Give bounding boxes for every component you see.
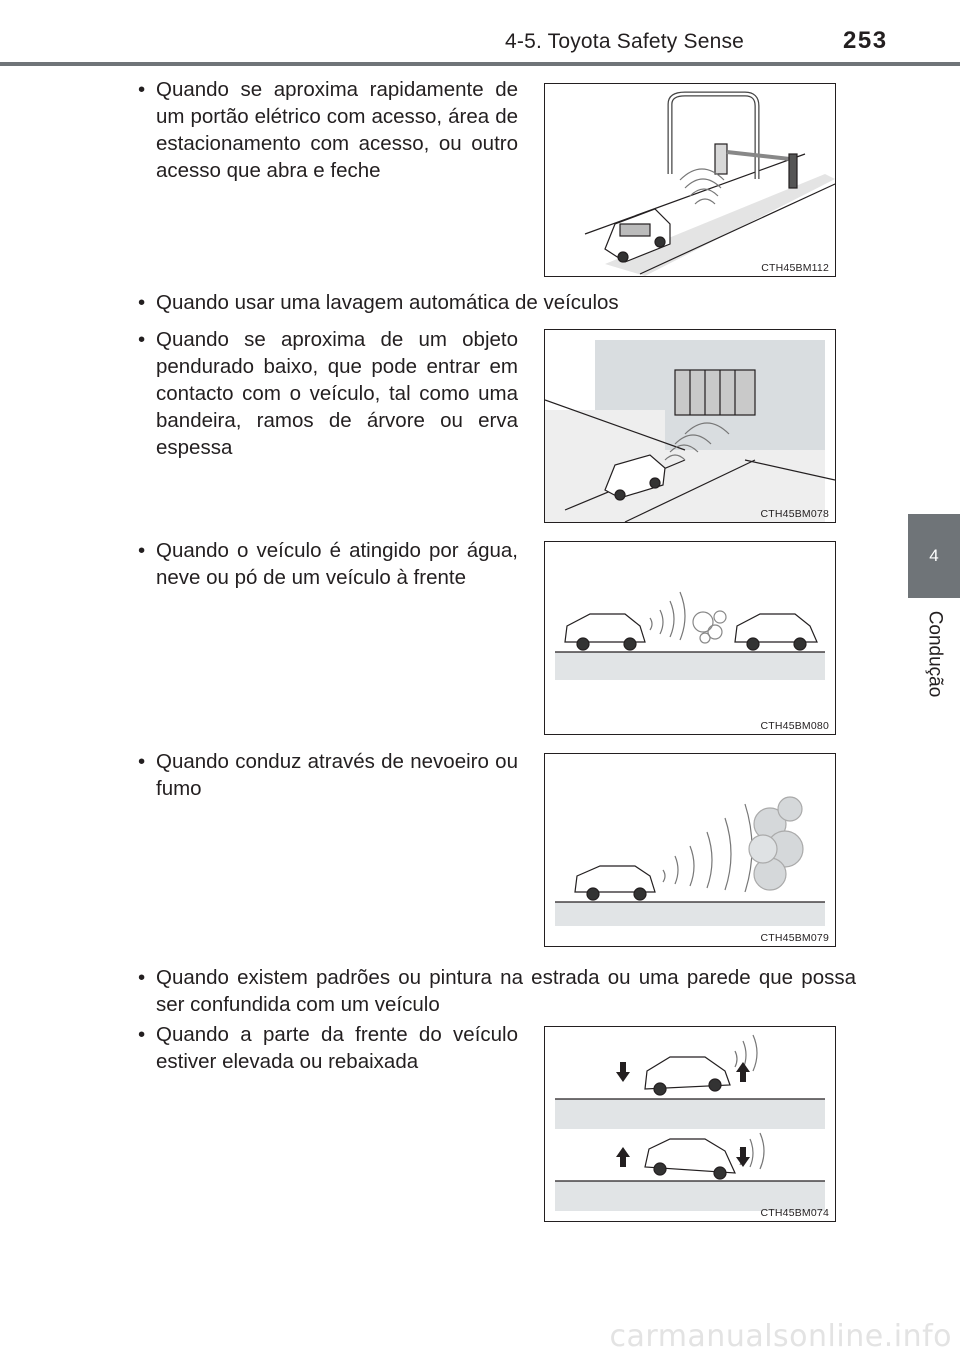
- figure-code: CTH45BM080: [760, 720, 829, 732]
- bullet-dot: •: [138, 750, 146, 773]
- spray-illustration: [555, 592, 825, 680]
- hanging-object-illustration: [545, 340, 835, 522]
- bullet-text: Quando existem padrões ou pintura na estrada ou uma parede que possa ser confundida com um veículo: [156, 966, 856, 1016]
- bullet-fog-smoke: [130, 748, 518, 802]
- bullet-hanging-object: [130, 326, 518, 461]
- bullet-text: Quando usar uma lavagem automática de veículos: [156, 291, 619, 314]
- bullet-text: Quando se aproxima rapidamente de um portão elétrico com acesso, área de estacionamento com acesso, ou outro acesso que abra e feche: [156, 78, 518, 182]
- bullet-dot: •: [138, 328, 146, 351]
- bullet-electric-gate: [130, 76, 518, 184]
- bullet-text: Quando o veículo é atingido por água, neve ou pó de um veículo à frente: [156, 539, 518, 589]
- page-number: 253: [843, 27, 888, 54]
- bullet-text: Quando a parte da frente do veículo estiver elevada ou rebaixada: [156, 1023, 518, 1073]
- figure-code: CTH45BM079: [760, 932, 829, 944]
- figure-spray-illustration: [544, 541, 836, 735]
- bullet-text: Quando se aproxima de um objeto pendurado baixo, que pode entrar em contacto com o veículo, tal como uma bandeira, ramos de árvore ou erva espessa: [156, 328, 518, 459]
- figure-code: CTH45BM078: [760, 508, 829, 520]
- figure-raised-vehicle-illustration: [544, 1026, 836, 1222]
- figure-code: CTH45BM074: [760, 1207, 829, 1219]
- header-rule: [0, 62, 960, 66]
- bullet-car-wash: [130, 289, 830, 316]
- figure-fog-illustration: [544, 753, 836, 947]
- fog-illustration: [555, 797, 825, 926]
- figure-gate-illustration: [544, 83, 836, 277]
- section-title: 4-5. Toyota Safety Sense: [505, 30, 745, 53]
- chapter-label: [908, 598, 960, 710]
- bullet-road-patterns: [130, 964, 856, 1018]
- bullet-vehicle-raised: [130, 1021, 518, 1075]
- raised-vehicle-illustration: [555, 1035, 825, 1211]
- bullet-dot: •: [138, 291, 146, 314]
- bullet-text: Quando conduz através de nevoeiro ou fumo: [156, 750, 518, 800]
- chapter-tab[interactable]: [908, 514, 960, 598]
- bullet-dot: •: [138, 78, 146, 101]
- bullet-dot: •: [138, 539, 146, 562]
- figure-hanging-object-illustration: [544, 329, 836, 523]
- bullet-dot: •: [138, 966, 146, 989]
- chapter-label-text: Condução: [924, 610, 945, 698]
- watermark: carmanualsonline.info: [609, 1319, 952, 1354]
- bullet-dot: •: [138, 1023, 146, 1046]
- bullet-water-snow: [130, 537, 518, 591]
- gate-road-illustration: [585, 94, 835, 276]
- figure-code: CTH45BM112: [761, 262, 829, 274]
- chapter-number: 4: [929, 546, 939, 565]
